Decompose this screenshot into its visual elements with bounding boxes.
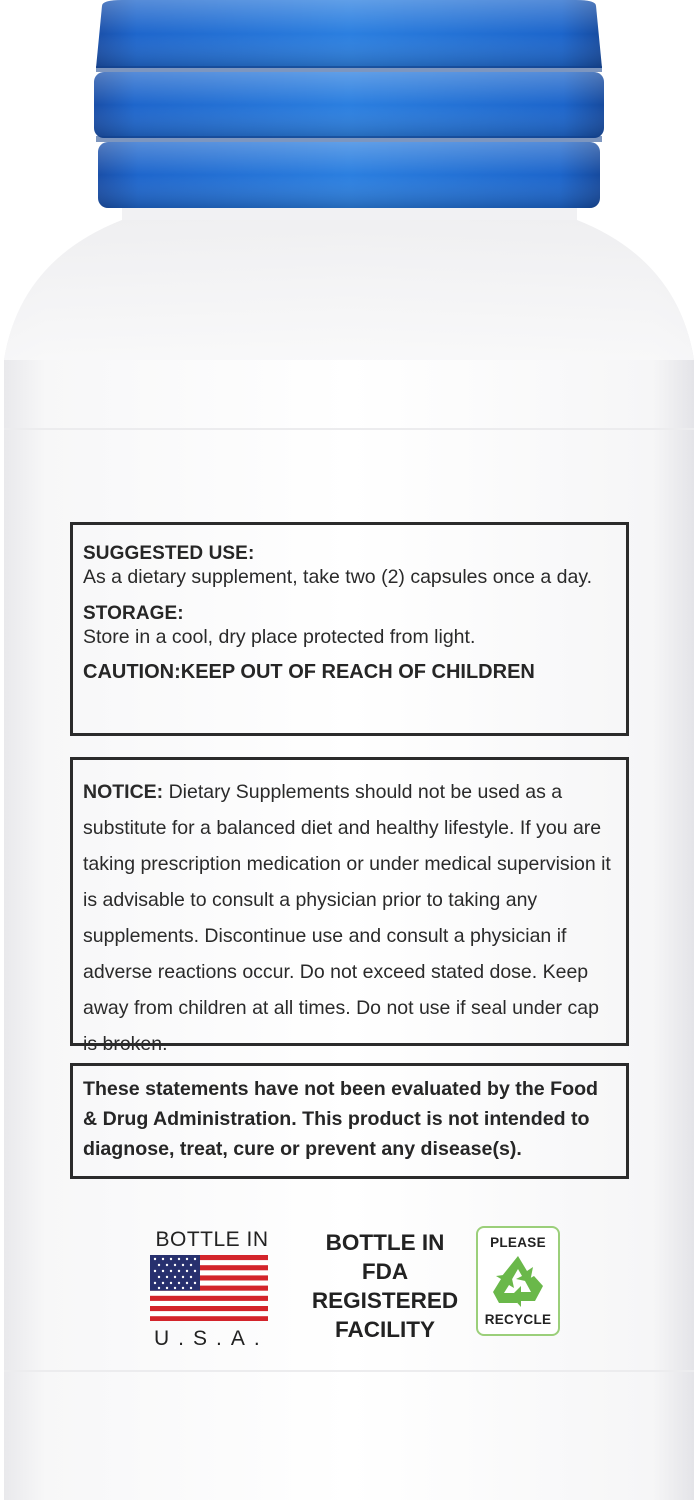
usa-badge-bottom-text: U.S.A.	[154, 1327, 269, 1350]
facility-line-3: REGISTERED	[311, 1288, 459, 1313]
storage-heading: STORAGE:	[83, 603, 184, 624]
notice-paragraph	[83, 774, 614, 1062]
usa-badge-top-text: BOTTLE IN	[155, 1228, 269, 1251]
recycle-bottom-text: RECYCLE	[484, 1312, 552, 1327]
recycle-badge	[476, 1226, 560, 1336]
suggested-use-text: As a dietary supplement, take two (2) capsules once a day.	[83, 566, 593, 588]
notice-text: Dietary Supplements should not be used as a substitute for a balanced diet and healthy lifestyle. If you are taking prescription medication or under medical supervision it is advisable to consult a physician prior to taking any supplements. Discontinue use and consult a physician if adverse reactions occur. Do not exceed stated dose. Keep away from children at all times. Do not use if seal under cap is broken.	[83, 781, 611, 1055]
recycle-icon	[487, 1252, 549, 1310]
fda-disclaimer-text: These statements have not been evaluated by the Food & Drug Administration. This product is not intended to diagnose, treat, cure or prevent any disease(s).	[83, 1078, 599, 1160]
notice-panel	[70, 757, 629, 1055]
facility-line-2: FDA	[361, 1259, 409, 1284]
notice-heading: NOTICE:	[83, 781, 164, 803]
suggested-use-heading: SUGGESTED USE:	[83, 543, 255, 564]
badges-row	[0, 1228, 698, 1348]
fda-disclaimer-panel	[70, 1063, 629, 1179]
caution-text: CAUTION:KEEP OUT OF REACH OF CHILDREN	[83, 661, 535, 683]
facility-line-4: FACILITY	[335, 1317, 435, 1342]
facility-line-1: BOTTLE IN	[325, 1230, 445, 1255]
made-in-usa-badge	[150, 1228, 274, 1351]
bottle-cap	[92, 0, 606, 212]
storage-text: Store in a cool, dry place protected from light.	[83, 626, 476, 648]
usage-panel	[70, 522, 629, 736]
us-flag-icon	[150, 1255, 268, 1321]
fda-facility-badge	[300, 1228, 470, 1344]
recycle-top-text: PLEASE	[490, 1235, 546, 1250]
